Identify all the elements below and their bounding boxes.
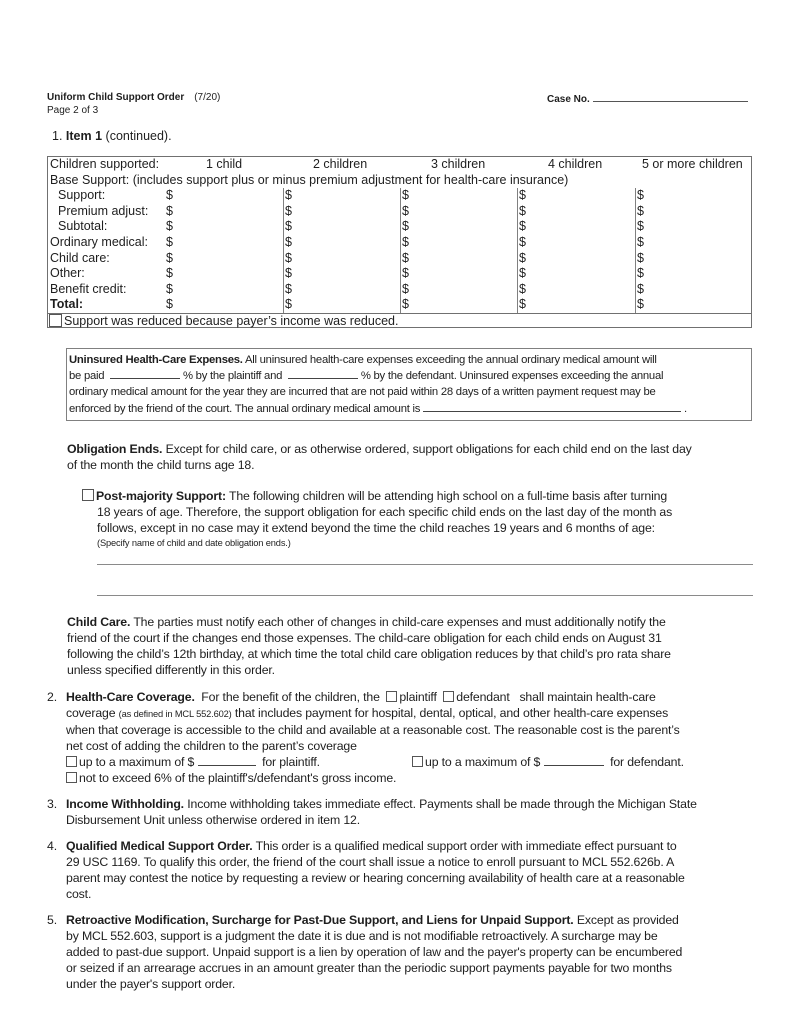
reduced-income-checkbox[interactable] (49, 314, 62, 327)
child-care-line3: following the child’s 12th birthday, at which time the total child care obligation reduces by that child’s pro rata share (67, 647, 671, 661)
item2-line2a: coverage (66, 706, 116, 720)
plaintiff-max-amount-field[interactable] (198, 755, 256, 766)
cell-support-5[interactable]: $ (637, 188, 644, 203)
cell-childcare-3[interactable]: $ (402, 250, 409, 265)
item5-line4: or seized if an arrearage accrues in an amount greater than the periodic support payments payable for two months (66, 961, 672, 975)
item4-section (47, 838, 757, 902)
defendant-max-amount-field[interactable] (544, 755, 604, 766)
defendant-checkbox[interactable] (443, 691, 454, 702)
row-label-support: Support: (58, 188, 106, 203)
cell-benefit-2[interactable]: $ (285, 281, 292, 296)
post-majority-section (82, 488, 762, 550)
plaintiff-max-checkbox[interactable] (66, 756, 77, 767)
column-header-5: 5 or more children (642, 157, 743, 171)
child-care-line1: The parties must notify each other of changes in child-care expenses and must additionally notify the (133, 615, 666, 629)
cell-benefit-5[interactable]: $ (637, 281, 644, 296)
cell-medical-1[interactable]: $ (166, 235, 173, 249)
cell-support-1[interactable]: $ (166, 188, 173, 203)
cell-premium-1[interactable]: $ (166, 203, 173, 218)
item4-title: Qualified Medical Support Order. (66, 839, 253, 853)
cell-medical-4[interactable]: $ (519, 235, 526, 249)
cell-childcare-5[interactable]: $ (637, 250, 644, 265)
column-header-2: 2 children (313, 157, 368, 171)
column-divider (517, 188, 518, 313)
cell-childcare-2[interactable]: $ (285, 250, 292, 265)
defendant-max-label: up to a maximum of $ (425, 755, 541, 769)
plaintiff-checkbox[interactable] (386, 691, 397, 702)
defendant-label: defendant (456, 690, 510, 704)
post-majority-entry-line-1[interactable] (97, 564, 753, 565)
cell-other-5[interactable]: $ (637, 266, 644, 281)
reduced-income-row (48, 313, 751, 329)
item3-line2: Disbursement Unit unless otherwise ordered in item 12. (66, 813, 360, 827)
cell-medical-2[interactable]: $ (285, 235, 292, 249)
uninsured-text2a: be paid (69, 370, 105, 383)
uninsured-text3: ordinary medical amount for the year they are incurred that are not paid within 28 days of a written payment request may be (69, 386, 656, 399)
cell-other-1[interactable]: $ (166, 266, 173, 281)
cell-childcare-4[interactable]: $ (519, 250, 526, 265)
item4-line2: 29 USC 1169. To qualify this order, the friend of the court shall issue a notice to enroll pursuant to MCL 552.626b. A (66, 855, 675, 869)
item2-line4: net cost of adding the children to the parent’s coverage (66, 739, 357, 753)
plaintiff-max-label: up to a maximum of $ (79, 755, 195, 769)
item2-after: shall maintain health-care (519, 690, 656, 704)
cell-support-2[interactable]: $ (285, 188, 292, 203)
item2-mcl-ref: (as defined in MCL 552.602) (118, 709, 232, 719)
cell-benefit-3[interactable]: $ (402, 281, 409, 296)
child-care-line4: unless specified differently in this order. (67, 663, 275, 677)
item5-line5: under the payer's support order. (66, 977, 236, 991)
item1-suffix: (continued). (105, 129, 172, 143)
base-support-note: Base Support: (includes support plus or minus premium adjustment for health-care insurance) (50, 172, 569, 187)
item3-line1: Income withholding takes immediate effect. Payments shall be made through the Michigan State (187, 797, 697, 811)
uninsured-title: Uninsured Health-Care Expenses. (69, 354, 243, 366)
item5-line2: by MCL 552.603, support is a judgment the date it is due and is not modifiable retroactively. A surcharge may be (66, 929, 658, 943)
item5-line1: Except as provided (576, 913, 679, 927)
cell-benefit-1[interactable]: $ (166, 281, 173, 296)
cell-medical-5[interactable]: $ (637, 235, 644, 249)
cell-childcare-1[interactable]: $ (166, 250, 173, 265)
row-label-other: Other: (50, 266, 85, 281)
cell-total-3[interactable]: $ (402, 297, 409, 312)
obligation-ends-section (67, 441, 757, 473)
post-majority-entry-line-2[interactable] (97, 595, 753, 596)
item1-number: 1. (52, 129, 63, 143)
cell-subtotal-1[interactable]: $ (166, 219, 173, 234)
post-majority-line1: The following children will be attending high school on a full-time basis after turning (228, 489, 668, 503)
cell-total-2[interactable]: $ (285, 297, 292, 312)
item5-number: 5. (47, 913, 57, 927)
plaintiff-percent-field[interactable] (110, 368, 180, 379)
child-care-title: Child Care. (67, 615, 131, 629)
child-care-line2: friend of the court if the changes end those expenses. The child-care obligation for each child ends on August 31 (67, 631, 662, 645)
obligation-ends-title: Obligation Ends. (67, 442, 163, 456)
child-care-section (67, 614, 757, 678)
item4-line4: cost. (66, 887, 92, 901)
cell-subtotal-4[interactable]: $ (519, 219, 526, 234)
uninsured-text4-end: . (683, 402, 687, 415)
item4-line3: parent may contest the notice by requesting a review or hearing concerning availability of health care at a reasonable (66, 871, 685, 885)
uninsured-text2b: % by the plaintiff and (182, 370, 283, 383)
item5-line3: added to past-due support. Unpaid support is a lien by operation of law and the payer's property can be encumbered (66, 945, 683, 959)
cell-benefit-4[interactable]: $ (519, 281, 526, 296)
cell-premium-3[interactable]: $ (402, 203, 409, 218)
cell-medical-3[interactable]: $ (402, 235, 409, 249)
cell-premium-5[interactable]: $ (637, 203, 644, 218)
defendant-percent-field[interactable] (288, 368, 358, 379)
uninsured-text1: All uninsured health-care expenses exceeding the annual ordinary medical amount will (244, 354, 657, 366)
item3-title: Income Withholding. (66, 797, 184, 811)
table-header-label: Children supported: (50, 157, 160, 171)
row-label-child-care: Child care: (50, 250, 110, 265)
obligation-ends-text: Except for child care, or as otherwise ordered, support obligations for each child end on the last day (165, 442, 692, 456)
post-majority-line3: follows, except in no case may it extend beyond the time the child reaches 19 years and 6 months of age: (97, 521, 655, 535)
column-header-1: 1 child (206, 157, 243, 171)
column-divider (635, 188, 636, 313)
row-label-premium-adjust: Premium adjust: (58, 203, 149, 218)
form-revision: (7/20) (194, 92, 221, 103)
column-header-3: 3 children (431, 157, 486, 171)
form-title (47, 92, 220, 103)
row-label-subtotal: Subtotal: (58, 219, 108, 234)
case-number (547, 92, 748, 105)
defendant-max-checkbox[interactable] (412, 756, 423, 767)
page-number: Page 2 of 3 (47, 105, 99, 116)
uninsured-text2c: % by the defendant. Uninsured expenses exceeding the annual (360, 370, 664, 383)
annual-amount-field[interactable] (423, 401, 681, 412)
uninsured-expenses-box (66, 348, 752, 421)
row-label-benefit-credit: Benefit credit: (50, 281, 127, 296)
cell-support-4[interactable]: $ (519, 188, 526, 203)
cell-total-1[interactable]: $ (166, 297, 173, 312)
reduced-income-label: Support was reduced because payer’s income was reduced. (64, 314, 399, 328)
uninsured-text4: enforced by the friend of the court. The annual ordinary medical amount is (69, 402, 421, 415)
plaintiff-max-suffix: for plaintiff. (262, 755, 320, 769)
cell-subtotal-3[interactable]: $ (402, 219, 409, 234)
case-no-field[interactable] (593, 92, 748, 102)
row-label-ordinary-medical: Ordinary medical: (50, 235, 148, 249)
row-label-total: Total: (50, 297, 84, 312)
column-header-4: 4 children (548, 157, 603, 171)
item5-section (47, 912, 757, 992)
item4-line1: This order is a qualified medical support order with immediate effect pursuant to (255, 839, 677, 853)
item5-title: Retroactive Modification, Surcharge for Past-Due Support, and Liens for Unpaid Support. (66, 913, 574, 927)
item2-number: 2. (47, 690, 57, 704)
post-majority-instruction: (Specify name of child and date obligation ends.) (97, 538, 291, 548)
gross-income-checkbox[interactable] (66, 772, 77, 783)
item2-line2b: that includes payment for hospital, dental, optical, and other health-care expenses (234, 706, 669, 720)
item3-section (47, 796, 757, 828)
post-majority-line2: 18 years of age. Therefore, the support obligation for each specific child ends on the last day of the month as (97, 505, 673, 519)
cell-other-2[interactable]: $ (285, 266, 292, 281)
column-divider (400, 188, 401, 313)
obligation-ends-text2: of the month the child turns age 18. (67, 458, 255, 472)
case-no-label: Case No. (547, 94, 590, 105)
cell-premium-2[interactable]: $ (285, 203, 292, 218)
cell-support-3[interactable]: $ (402, 188, 409, 203)
column-divider (283, 188, 284, 313)
cell-other-3[interactable]: $ (402, 266, 409, 281)
item2-section (47, 689, 757, 786)
item4-number: 4. (47, 839, 57, 853)
post-majority-title: Post-majority Support: (96, 489, 226, 503)
item2-line3: when that coverage is accessible to the child and available at a reasonable cost. The reasonable cost is the parent’s (66, 723, 680, 737)
cell-subtotal-2[interactable]: $ (285, 219, 292, 234)
support-table (47, 156, 752, 328)
defendant-max-suffix: for defendant. (610, 755, 684, 769)
gross-income-label: not to exceed 6% of the plaintiff's/defendant's gross income. (79, 771, 397, 785)
plaintiff-label: plaintiff (399, 690, 437, 704)
item1-heading (52, 129, 172, 143)
item2-title: Health-Care Coverage. (66, 690, 195, 704)
cell-total-4[interactable]: $ (519, 297, 526, 312)
cell-premium-4[interactable]: $ (519, 203, 526, 218)
form-title-text: Uniform Child Support Order (47, 92, 185, 103)
item3-number: 3. (47, 797, 57, 811)
cell-total-5[interactable]: $ (637, 297, 644, 312)
cell-other-4[interactable]: $ (519, 266, 526, 281)
item2-lead: For the benefit of the children, the (201, 690, 380, 704)
post-majority-checkbox[interactable] (82, 489, 94, 501)
item1-title: Item 1 (65, 129, 103, 143)
cell-subtotal-5[interactable]: $ (637, 219, 644, 234)
